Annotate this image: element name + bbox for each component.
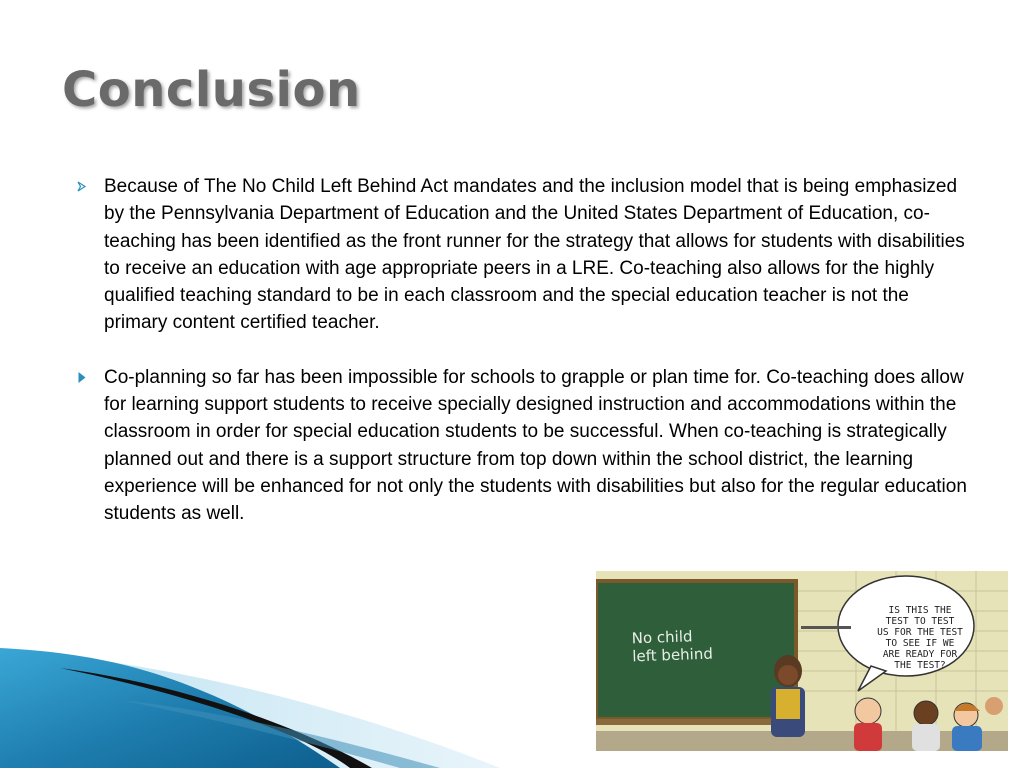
cartoon-chalkboard-text: No child left behind <box>631 627 714 666</box>
bullet-list <box>76 173 971 528</box>
outline-arrow-bullet-icon <box>76 173 90 200</box>
filled-arrow-bullet-icon <box>76 364 90 391</box>
cartoon-speech-bubble-text: IS THIS THE TEST TO TEST US FOR THE TEST TO SEE IF WE ARE READY FOR THE TEST? <box>877 605 963 671</box>
bullet-text: Because of The No Child Left Behind Act mandates and the inclusion model that is being emphasized by the Pennsylvania Department of Education and the United States Department of Education, co-teaching has been identified as the front runner for the strategy that allows for students with disabilities to receive an education with age appropriate peers in a LRE. Co-teaching also allows for the highly qualified teaching standard to be in each classroom and the special education teacher is not the primary content certified teacher. <box>104 176 965 334</box>
slide-title: Conclusion <box>62 62 361 118</box>
bullet-item <box>76 364 971 528</box>
bullet-item <box>76 173 971 337</box>
bullet-text: Co-planning so far has been impossible for schools to grapple or plan time for. Co-teaching does allow for learning support students to receive specially designed instruction and accommodations within the classroom in order for special education students to be successful. When co-teaching is strategically planned out and there is a support structure from top down within the school district, the learning experience will be enhanced for not only the students with disabilities but also for the regular education students as well. <box>104 366 967 525</box>
